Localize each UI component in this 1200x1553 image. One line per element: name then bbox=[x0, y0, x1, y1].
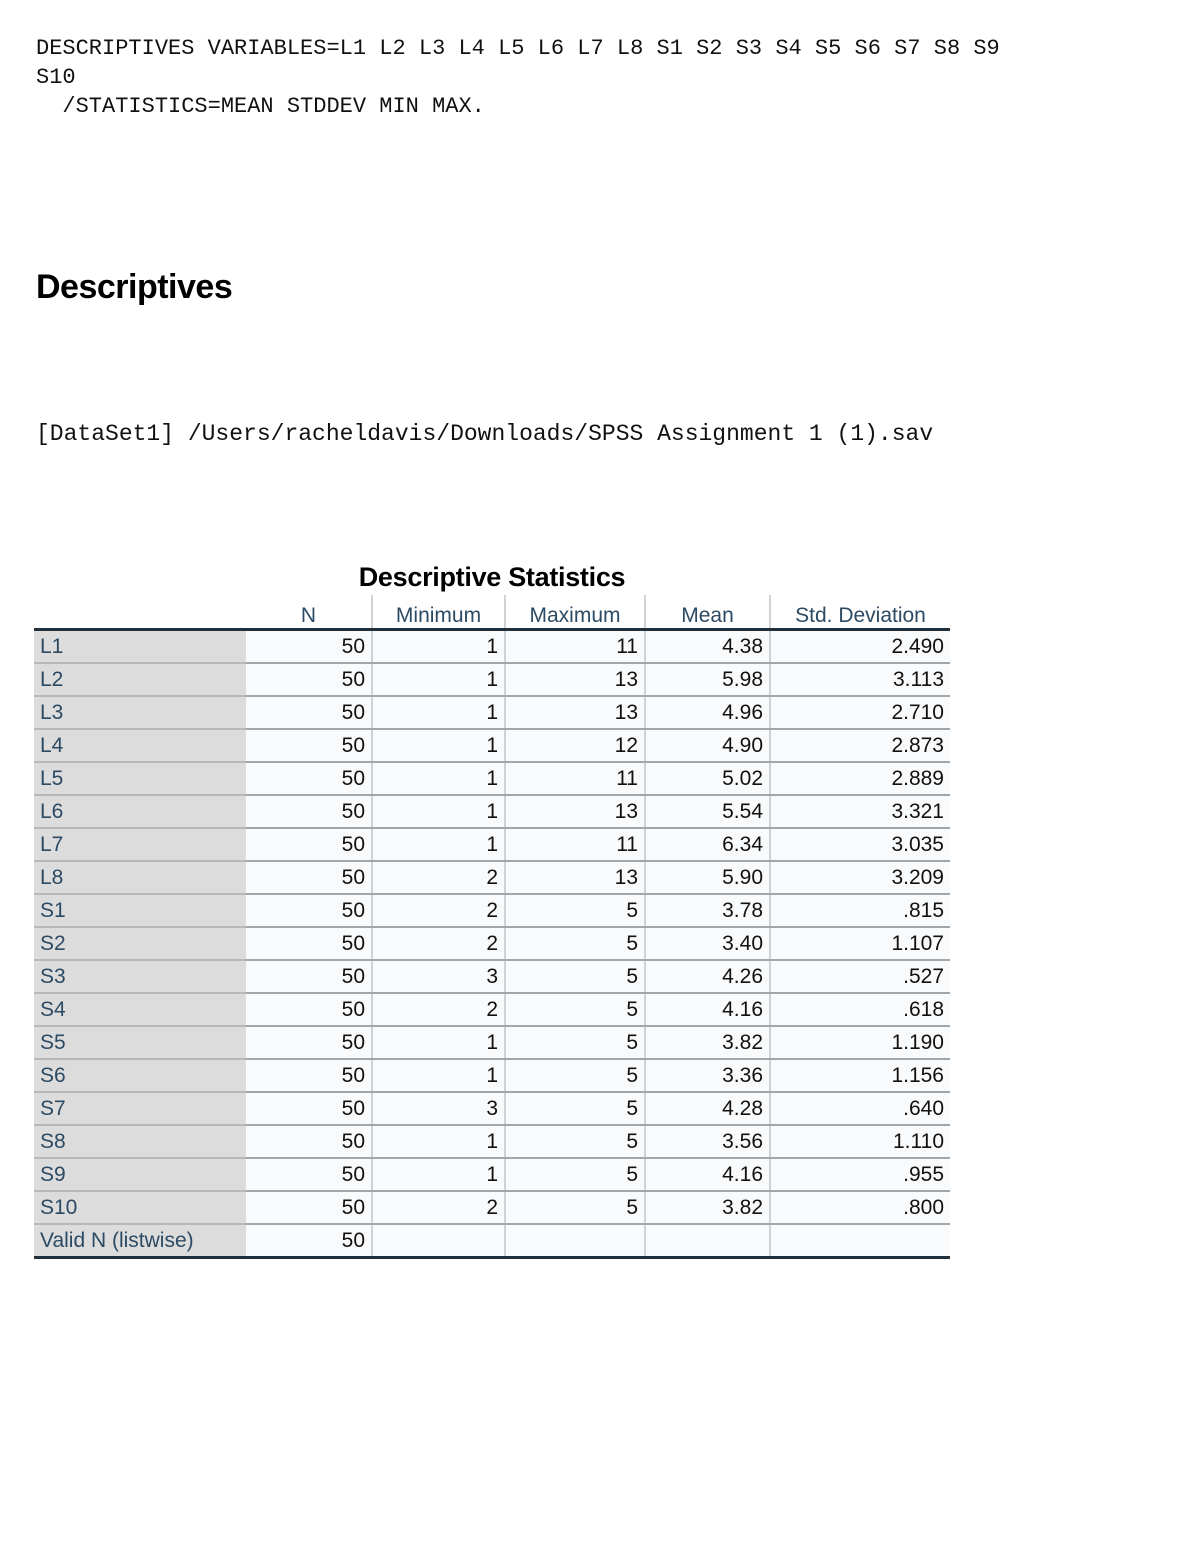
cell-maximum: 5 bbox=[505, 993, 645, 1026]
cell-n: 50 bbox=[246, 696, 372, 729]
table-row bbox=[34, 1059, 950, 1092]
cell-mean: 5.02 bbox=[645, 762, 770, 795]
header-corner bbox=[34, 595, 246, 630]
cell-n: 50 bbox=[246, 894, 372, 927]
cell-mean: 4.26 bbox=[645, 960, 770, 993]
cell-mean: 5.54 bbox=[645, 795, 770, 828]
syntax-line: S10 bbox=[36, 65, 76, 90]
cell-minimum bbox=[372, 1224, 505, 1258]
cell-minimum: 1 bbox=[372, 762, 505, 795]
cell-maximum: 12 bbox=[505, 729, 645, 762]
cell-std-deviation: .815 bbox=[770, 894, 950, 927]
cell-std-deviation: 3.035 bbox=[770, 828, 950, 861]
row-label: L4 bbox=[34, 729, 246, 762]
cell-std-deviation: .640 bbox=[770, 1092, 950, 1125]
descriptive-statistics-table bbox=[34, 595, 950, 1259]
cell-maximum: 5 bbox=[505, 1026, 645, 1059]
cell-std-deviation: 3.113 bbox=[770, 663, 950, 696]
cell-mean: 5.90 bbox=[645, 861, 770, 894]
cell-maximum: 13 bbox=[505, 861, 645, 894]
cell-minimum: 1 bbox=[372, 828, 505, 861]
cell-n: 50 bbox=[246, 960, 372, 993]
cell-minimum: 2 bbox=[372, 1191, 505, 1224]
row-label: L7 bbox=[34, 828, 246, 861]
cell-n: 50 bbox=[246, 1191, 372, 1224]
table-row bbox=[34, 1158, 950, 1191]
cell-n: 50 bbox=[246, 1224, 372, 1258]
cell-minimum: 1 bbox=[372, 1059, 505, 1092]
cell-minimum: 1 bbox=[372, 663, 505, 696]
cell-std-deviation: 1.156 bbox=[770, 1059, 950, 1092]
row-label: L3 bbox=[34, 696, 246, 729]
cell-n: 50 bbox=[246, 993, 372, 1026]
cell-std-deviation: 2.873 bbox=[770, 729, 950, 762]
table-row bbox=[34, 993, 950, 1026]
row-label: L5 bbox=[34, 762, 246, 795]
column-header-mean: Mean bbox=[645, 595, 770, 630]
cell-n: 50 bbox=[246, 1125, 372, 1158]
cell-minimum: 1 bbox=[372, 1158, 505, 1191]
column-header-minimum: Minimum bbox=[372, 595, 505, 630]
table-row bbox=[34, 1224, 950, 1258]
cell-std-deviation: .527 bbox=[770, 960, 950, 993]
cell-minimum: 1 bbox=[372, 729, 505, 762]
cell-mean: 3.82 bbox=[645, 1026, 770, 1059]
table-row bbox=[34, 663, 950, 696]
cell-n: 50 bbox=[246, 1158, 372, 1191]
cell-std-deviation: 2.490 bbox=[770, 630, 950, 664]
row-label: L1 bbox=[34, 630, 246, 664]
cell-mean: 4.16 bbox=[645, 1158, 770, 1191]
table-body bbox=[34, 630, 950, 1258]
cell-maximum: 13 bbox=[505, 663, 645, 696]
cell-std-deviation: 1.107 bbox=[770, 927, 950, 960]
cell-n: 50 bbox=[246, 828, 372, 861]
cell-n: 50 bbox=[246, 729, 372, 762]
row-label: S5 bbox=[34, 1026, 246, 1059]
row-label: L2 bbox=[34, 663, 246, 696]
cell-minimum: 2 bbox=[372, 861, 505, 894]
column-header-n: N bbox=[246, 595, 372, 630]
cell-mean: 4.38 bbox=[645, 630, 770, 664]
row-label: S9 bbox=[34, 1158, 246, 1191]
cell-maximum: 11 bbox=[505, 630, 645, 664]
cell-n: 50 bbox=[246, 861, 372, 894]
cell-n: 50 bbox=[246, 927, 372, 960]
cell-maximum: 11 bbox=[505, 762, 645, 795]
cell-mean: 4.28 bbox=[645, 1092, 770, 1125]
cell-n: 50 bbox=[246, 1059, 372, 1092]
row-label: L6 bbox=[34, 795, 246, 828]
cell-n: 50 bbox=[246, 630, 372, 664]
cell-mean bbox=[645, 1224, 770, 1258]
row-label: S2 bbox=[34, 927, 246, 960]
cell-minimum: 1 bbox=[372, 1125, 505, 1158]
table-header-row bbox=[34, 595, 950, 630]
cell-mean: 3.82 bbox=[645, 1191, 770, 1224]
cell-std-deviation: 3.321 bbox=[770, 795, 950, 828]
cell-maximum: 5 bbox=[505, 1092, 645, 1125]
table-row bbox=[34, 894, 950, 927]
cell-minimum: 2 bbox=[372, 993, 505, 1026]
table-title: Descriptive Statistics bbox=[358, 562, 626, 592]
cell-std-deviation bbox=[770, 1224, 950, 1258]
cell-mean: 4.90 bbox=[645, 729, 770, 762]
syntax-block bbox=[36, 34, 1176, 121]
row-label: S6 bbox=[34, 1059, 246, 1092]
cell-std-deviation: .618 bbox=[770, 993, 950, 1026]
table-row bbox=[34, 1125, 950, 1158]
cell-std-deviation: 1.110 bbox=[770, 1125, 950, 1158]
syntax-line: /STATISTICS=MEAN STDDEV MIN MAX. bbox=[36, 94, 485, 119]
cell-std-deviation: 2.889 bbox=[770, 762, 950, 795]
cell-minimum: 1 bbox=[372, 795, 505, 828]
cell-n: 50 bbox=[246, 1026, 372, 1059]
cell-mean: 3.36 bbox=[645, 1059, 770, 1092]
cell-std-deviation: .955 bbox=[770, 1158, 950, 1191]
table-row bbox=[34, 696, 950, 729]
cell-maximum: 5 bbox=[505, 927, 645, 960]
cell-minimum: 3 bbox=[372, 960, 505, 993]
cell-mean: 4.96 bbox=[645, 696, 770, 729]
cell-n: 50 bbox=[246, 663, 372, 696]
cell-minimum: 1 bbox=[372, 696, 505, 729]
syntax-line: DESCRIPTIVES VARIABLES=L1 L2 L3 L4 L5 L6 L7 L8 S1 S2 S3 S4 S5 S6 S7 S8 S9 bbox=[36, 36, 1000, 61]
cell-n: 50 bbox=[246, 795, 372, 828]
cell-maximum: 5 bbox=[505, 1125, 645, 1158]
cell-minimum: 1 bbox=[372, 630, 505, 664]
cell-mean: 6.34 bbox=[645, 828, 770, 861]
dataset-path: [DataSet1] /Users/racheldavis/Downloads/SPSS Assignment 1 (1).sav bbox=[36, 421, 934, 447]
table-row bbox=[34, 1092, 950, 1125]
table-row bbox=[34, 630, 950, 664]
table-row bbox=[34, 927, 950, 960]
row-label: Valid N (listwise) bbox=[34, 1224, 246, 1258]
row-label: S10 bbox=[34, 1191, 246, 1224]
table-row bbox=[34, 1191, 950, 1224]
cell-mean: 5.98 bbox=[645, 663, 770, 696]
table-row bbox=[34, 861, 950, 894]
row-label: S8 bbox=[34, 1125, 246, 1158]
cell-mean: 3.56 bbox=[645, 1125, 770, 1158]
row-label: S7 bbox=[34, 1092, 246, 1125]
cell-mean: 3.40 bbox=[645, 927, 770, 960]
page-heading: Descriptives bbox=[36, 268, 233, 306]
cell-std-deviation: .800 bbox=[770, 1191, 950, 1224]
table-row bbox=[34, 729, 950, 762]
cell-maximum: 13 bbox=[505, 795, 645, 828]
row-label: L8 bbox=[34, 861, 246, 894]
cell-maximum: 5 bbox=[505, 1158, 645, 1191]
table-row bbox=[34, 795, 950, 828]
cell-mean: 3.78 bbox=[645, 894, 770, 927]
cell-n: 50 bbox=[246, 762, 372, 795]
cell-std-deviation: 2.710 bbox=[770, 696, 950, 729]
row-label: S3 bbox=[34, 960, 246, 993]
table-row bbox=[34, 960, 950, 993]
cell-minimum: 3 bbox=[372, 1092, 505, 1125]
cell-minimum: 2 bbox=[372, 894, 505, 927]
row-label: S1 bbox=[34, 894, 246, 927]
cell-maximum: 5 bbox=[505, 1191, 645, 1224]
table-row bbox=[34, 828, 950, 861]
cell-mean: 4.16 bbox=[645, 993, 770, 1026]
column-header-maximum: Maximum bbox=[505, 595, 645, 630]
cell-n: 50 bbox=[246, 1092, 372, 1125]
cell-std-deviation: 3.209 bbox=[770, 861, 950, 894]
cell-maximum: 13 bbox=[505, 696, 645, 729]
cell-minimum: 2 bbox=[372, 927, 505, 960]
table-row bbox=[34, 1026, 950, 1059]
cell-maximum bbox=[505, 1224, 645, 1258]
cell-std-deviation: 1.190 bbox=[770, 1026, 950, 1059]
cell-maximum: 5 bbox=[505, 894, 645, 927]
cell-maximum: 5 bbox=[505, 1059, 645, 1092]
column-header-std-deviation: Std. Deviation bbox=[770, 595, 950, 630]
cell-maximum: 11 bbox=[505, 828, 645, 861]
cell-minimum: 1 bbox=[372, 1026, 505, 1059]
cell-maximum: 5 bbox=[505, 960, 645, 993]
row-label: S4 bbox=[34, 993, 246, 1026]
table-row bbox=[34, 762, 950, 795]
